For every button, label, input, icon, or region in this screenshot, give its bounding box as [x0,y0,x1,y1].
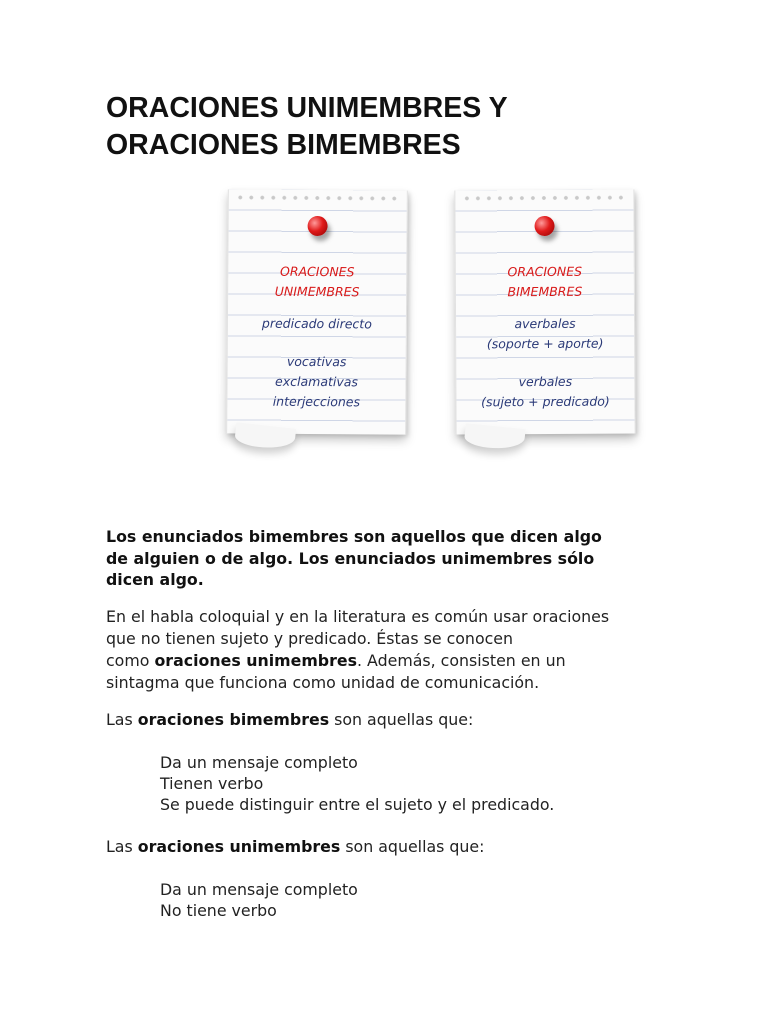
note-item: predicado directo [261,315,372,332]
list-item: Tienen verbo [160,774,264,793]
bimembres-list [160,752,554,815]
note-item: exclamativas [275,373,359,390]
list-item: No tiene verbo [160,901,277,920]
paragraph-line: que no tienen sujeto y predicado. Éstas se conocen [106,629,514,648]
note-item: (soporte + aporte) [486,335,604,352]
note-item: vocativas [286,353,347,370]
paragraph-text: son aquellas que: [329,710,474,729]
note-bimembres [454,190,635,435]
bold-term: oraciones unimembres [154,651,357,670]
note-perforation [235,193,401,202]
pushpin-icon [308,216,328,236]
paper-curl [464,423,526,451]
note-heading: ORACIONES [507,263,583,280]
note-unimembres [226,189,408,434]
unimembres-list [160,879,358,921]
note-item: verbales [518,373,573,390]
bold-term: oraciones bimembres [137,710,330,729]
unimembres-intro [106,836,666,858]
paragraph-text: son aquellas que: [340,837,485,856]
note-item: (sujeto + predicado) [481,393,610,410]
page-title [106,90,726,164]
paragraph-line: sintagma que funciona como unidad de comunicación. [106,673,540,692]
paragraph-line: En el habla coloquial y en la literatura es común usar oraciones [106,607,610,626]
intro-paragraph [106,526,666,591]
pushpin-icon [534,216,554,236]
paragraph-text: Las [106,710,138,729]
intro-line: Los enunciados bimembres son aquellos que dicen algo [106,527,602,546]
note-item: averbales [514,315,576,332]
list-item: Da un mensaje completo [160,880,358,899]
paper-curl [234,422,296,451]
list-item: Se puede distinguir entre el sujeto y el predicado. [160,795,555,814]
note-heading: UNIMEMBRES [274,283,360,300]
note-perforation [461,194,627,203]
note-item: interjecciones [272,393,361,410]
paragraph-text: Las [106,837,138,856]
note-heading: BIMEMBRES [507,283,583,300]
intro-line: dicen algo. [106,570,204,589]
bold-term: oraciones unimembres [137,837,341,856]
note-heading: ORACIONES [279,263,355,280]
paragraph-text: . Además, consisten en un [357,651,566,670]
paragraph-text: como [106,651,155,670]
intro-line: de alguien o de algo. Los enunciados unimembres sólo [106,548,595,568]
body-paragraph [106,606,666,694]
title-line-1: ORACIONES UNIMEMBRES Y [106,92,508,124]
list-item: Da un mensaje completo [160,753,358,772]
bimembres-intro [106,709,666,731]
title-line-2: ORACIONES BIMEMBRES [106,129,461,161]
